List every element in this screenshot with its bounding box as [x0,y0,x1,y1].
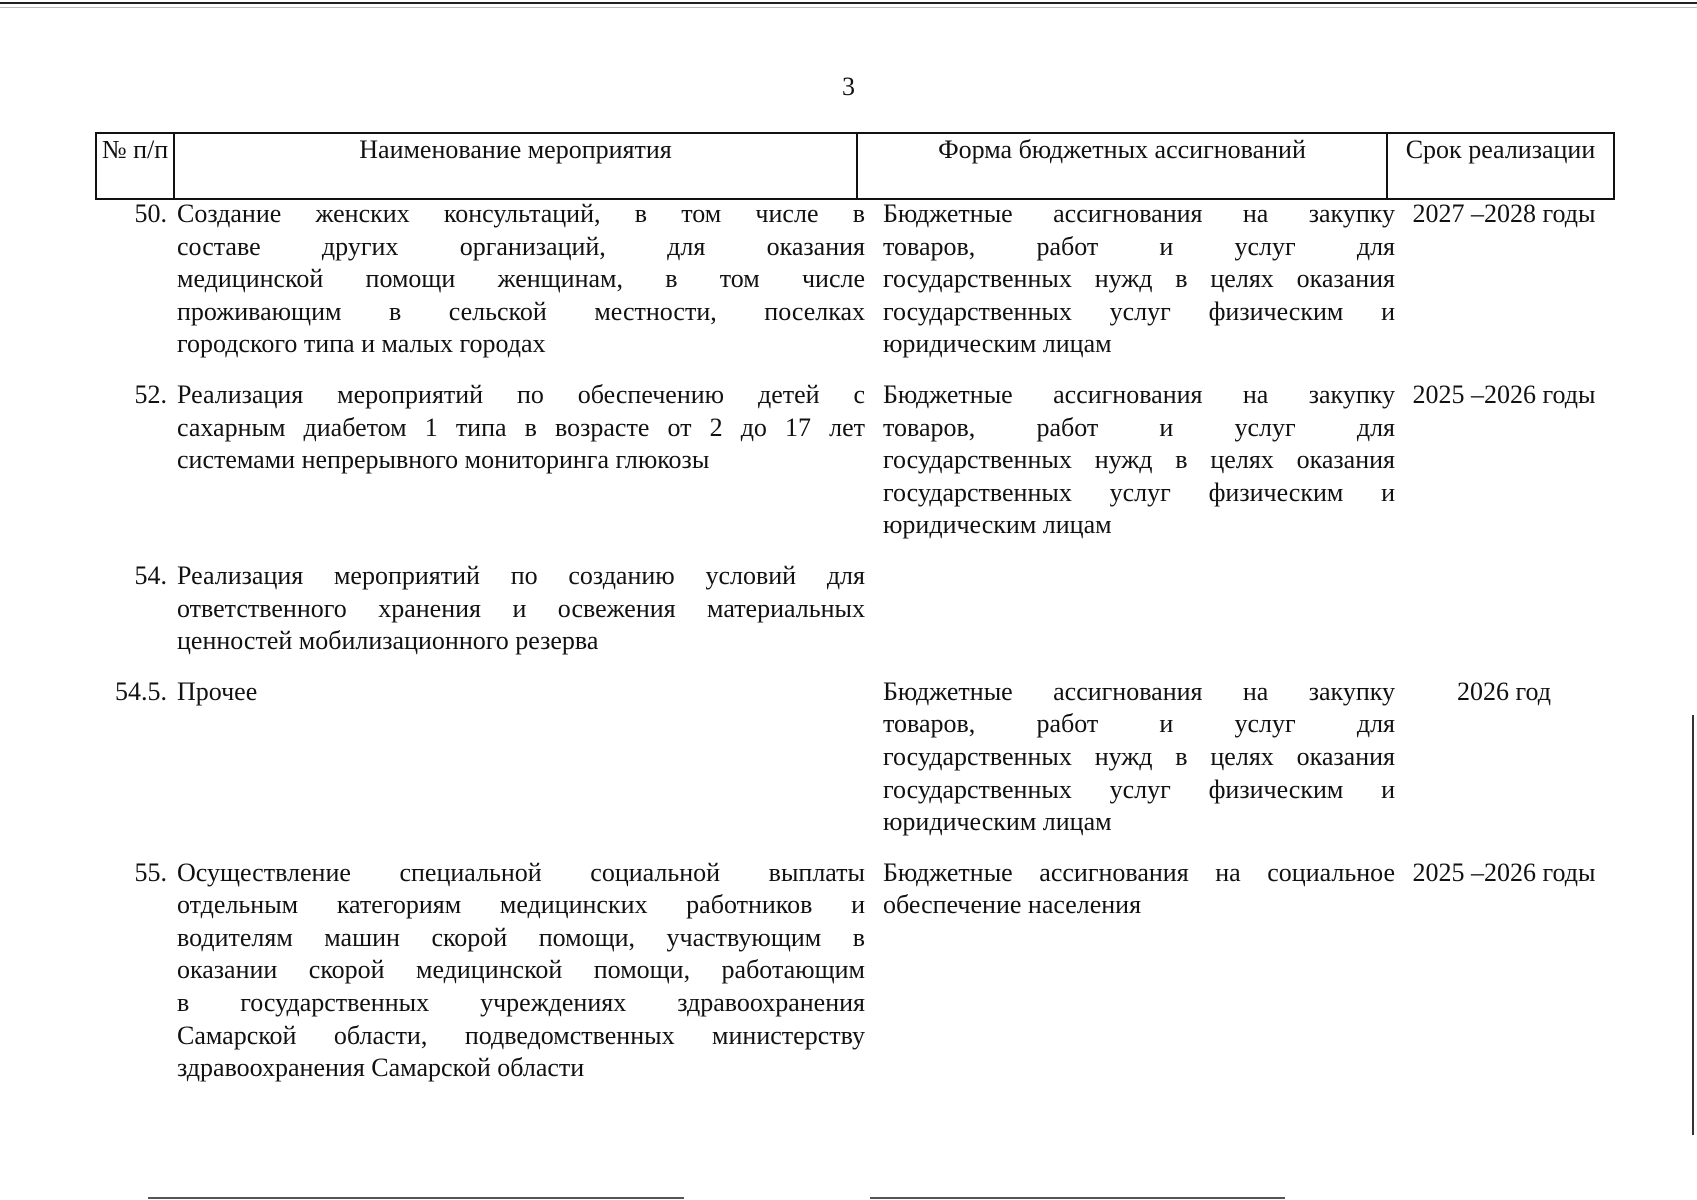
table-row [95,198,1613,361]
budget-form-line: Бюджетные ассигнования на социальное [883,857,1395,887]
budget-form-line: юридическим лицам [883,807,1112,837]
event-name-line: проживающим в сельской местности, поселках [177,296,865,326]
event-name-line: Создание женских консультаций, в том числе в [177,199,865,228]
implementation-term-line: 2027 – [1412,199,1485,228]
top-border-line [0,2,1697,4]
budget-form-line: товаров, работ и услуг для [883,709,1395,739]
table-row [95,676,1613,839]
event-name [177,676,865,839]
event-name [177,560,865,658]
row-number: 54.5. [115,676,167,706]
budget-form [883,198,1395,361]
bottom-rule-right [870,1197,1285,1199]
event-name [177,198,865,361]
event-name-line: водителям машин скорой помощи, участвующим в [177,922,865,952]
row-number: 52. [134,379,167,409]
budget-form-line: государственных услуг физическим и [883,296,1395,326]
header-num: № п/п [96,133,174,199]
event-name-line: медицинской помощи женщинам, в том числе [177,264,865,294]
top-border-line-thin [0,7,1697,8]
budget-form-line: Бюджетные ассигнования на закупку [883,379,1395,409]
event-name-line: Прочее [177,676,258,706]
event-name-line: системами непрерывного мониторинга глюкозы [177,445,710,475]
budget-form [883,379,1395,542]
budget-form-line: государственных услуг физическим и [883,477,1395,507]
table-header [95,132,1615,200]
budget-form-line: государственных нужд в целях оказания [883,741,1395,771]
budget-form-line: государственных нужд в целях оказания [883,445,1395,475]
budget-form-line: Бюджетные ассигнования на закупку [883,199,1395,228]
header-term: Срок реализации [1387,133,1614,199]
event-name-line: ответственного хранения и освежения материальных [177,593,865,623]
table-row [95,560,1613,658]
implementation-term [1395,560,1613,658]
page-edge-line [1692,715,1694,1135]
budget-form-line: обеспечение населения [883,890,1142,920]
implementation-term [1395,857,1613,1085]
budget-form-line: государственных нужд в целях оказания [883,264,1395,294]
budget-form-line: государственных услуг физическим и [883,774,1395,804]
row-number: 50. [134,199,167,228]
table-row [95,857,1613,1085]
budget-form-line: товаров, работ и услуг для [883,231,1395,261]
table-row [95,379,1613,542]
page-number: 3 [842,72,855,101]
event-name [177,379,865,542]
budget-form [883,857,1395,1085]
implementation-term-line: 2028 годы [1484,199,1596,228]
implementation-term-line: 2025 – [1412,857,1485,887]
event-name-line: Реализация мероприятий по обеспечению детей с [177,379,865,409]
row-number: 55. [134,857,167,887]
event-name-line: Самарской области, подведомственных министерству [177,1020,865,1050]
table-body [95,198,1613,1103]
event-name-line: ценностей мобилизационного резерва [177,626,599,656]
event-name-line: сахарным диабетом 1 типа в возрасте от 2 до 17 лет [177,412,865,442]
implementation-term-line: 2026 год [1457,676,1551,706]
budget-form-line: Бюджетные ассигнования на закупку [883,676,1395,706]
event-name-line: составе других организаций, для оказания [177,231,865,261]
budget-form [883,560,1395,658]
event-name [177,857,865,1085]
row-number: 54. [134,560,167,590]
event-name-line: Реализация мероприятий по созданию условий для [177,560,865,590]
implementation-term-line: 2026 годы [1484,857,1596,887]
event-name-line: здравоохранения Самарской области [177,1053,585,1083]
event-name-line: отдельным категориям медицинских работников и [177,890,865,920]
implementation-term [1395,198,1613,361]
event-name-line: городского типа и малых городах [177,329,546,359]
implementation-term-line: 2025 – [1412,379,1485,409]
header-name: Наименование мероприятия [174,133,857,199]
budget-form-line: юридическим лицам [883,329,1112,359]
header-form: Форма бюджетных ассигнований [857,133,1387,199]
budget-form-line: товаров, работ и услуг для [883,412,1395,442]
budget-form [883,676,1395,839]
implementation-term [1395,676,1613,839]
implementation-term-line: 2026 годы [1484,379,1596,409]
implementation-term [1395,379,1613,542]
event-name-line: оказании скорой медицинской помощи, работающим [177,955,865,985]
event-name-line: Осуществление специальной социальной выплаты [177,857,865,887]
bottom-rule-left [148,1197,684,1199]
budget-form-line: юридическим лицам [883,510,1112,540]
event-name-line: в государственных учреждениях здравоохранения [177,988,865,1018]
